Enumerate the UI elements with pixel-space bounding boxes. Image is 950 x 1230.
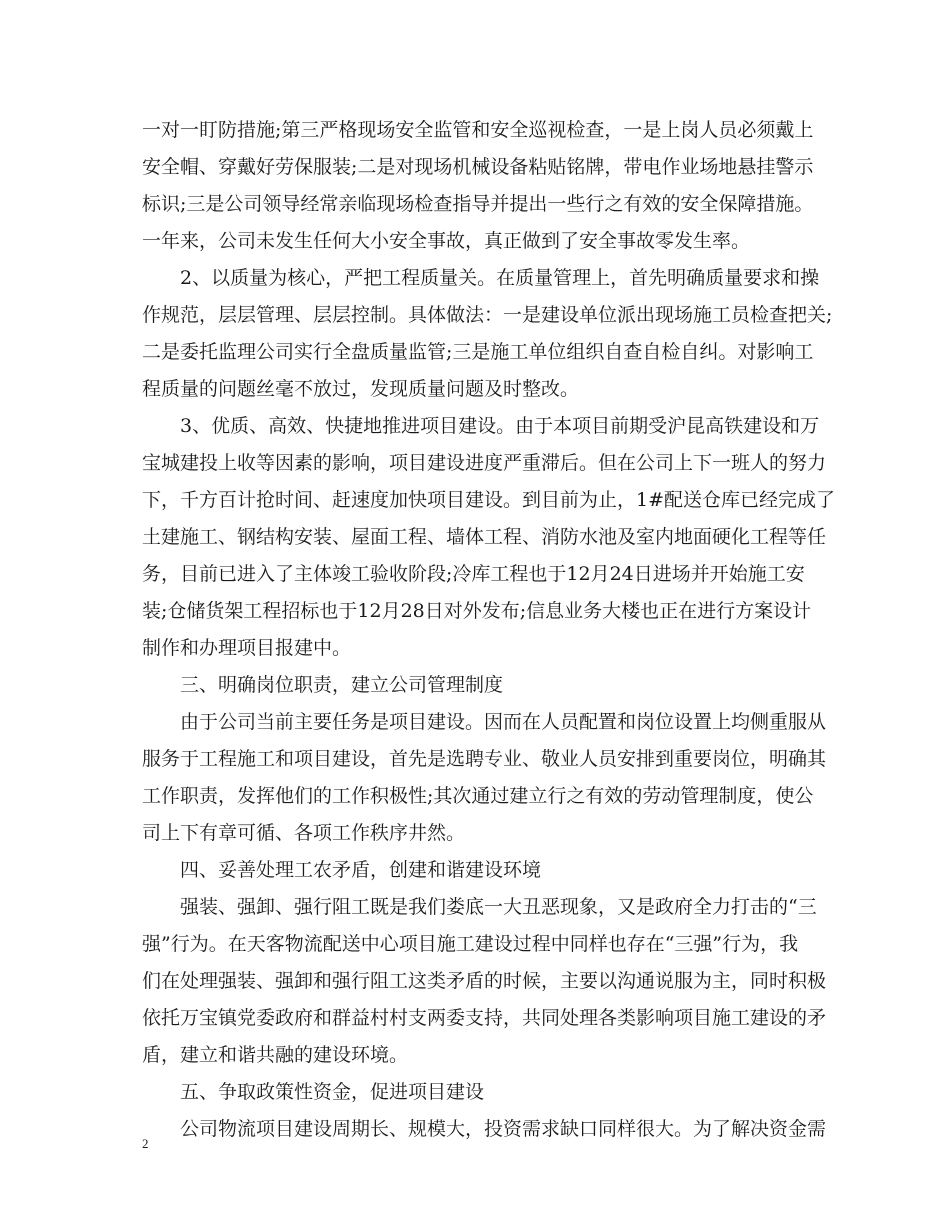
text-line: 程质量的问题丝毫不放过，发现质量问题及时整改。: [142, 378, 580, 400]
text-line: 依托万宝镇党委政府和群益村村支两委支持，共同处理各类影响项目施工建设的矛: [142, 1007, 827, 1029]
text-line: 下，千方百计抢时间、赶速度加快项目建设。到目前为止，1#配送仓库已经完成了: [142, 489, 836, 511]
text-line: 作规范，层层管理、层层控制。具体做法：一是建设单位派出现场施工员检查把关;: [142, 304, 833, 326]
page-number: 2: [142, 1136, 149, 1151]
text-line: 工作职责，发挥他们的工作积极性;其次通过建立行之有效的劳动管理制度，使公: [142, 785, 814, 807]
text-line: 二是委托监理公司实行全盘质量监管;三是施工单位组织自查自检自纠。对影响工: [142, 341, 814, 363]
text-line: 安全帽、穿戴好劳保服装;二是对现场机械设备粘贴铭牌，带电作业场地悬挂警示: [142, 156, 814, 178]
text-line: 土建施工、钢结构安装、屋面工程、墙体工程、消防水池及室内地面硬化工程等任: [142, 526, 827, 548]
text-line: 强”行为。在天客物流配送中心项目施工建设过程中同样也存在“三强”行为，我: [142, 933, 799, 955]
text-line: 标识;三是公司领导经常亲临现场检查指导并提出一些行之有效的安全保障措施。: [142, 193, 814, 215]
text-line: 一年来，公司未发生任何大小安全事故，真正做到了安全事故零发生率。: [142, 230, 751, 252]
paragraph-start-line: 2、以质量为核心，严把工程质量关。在质量管理上，首先明确质量要求和操: [180, 267, 820, 289]
text-line: 装;仓储货架工程招标也于12月28日对外发布;信息业务大楼也正在进行方案设计: [142, 600, 812, 622]
text-line: 司上下有章可循、各项工作秩序井然。: [142, 822, 466, 844]
section-heading: 五、争取政策性资金，促进项目建设: [180, 1081, 485, 1103]
text-line: 们在处理强装、强卸和强行阻工这类矛盾的时候，主要以沟通说服为主，同时积极: [142, 970, 827, 992]
text-line: 一对一盯防措施;第三严格现场安全监管和安全巡视检查，一是上岗人员必须戴上: [142, 119, 814, 141]
section-heading: 三、明确岗位职责，建立公司管理制度: [180, 674, 504, 696]
paragraph-start-line: 由于公司当前主要任务是项目建设。因而在人员配置和岗位设置上均侧重服从: [180, 711, 827, 733]
text-line: 服务于工程施工和项目建设，首先是选聘专业、敬业人员安排到重要岗位，明确其: [142, 748, 827, 770]
document-body: [142, 112, 836, 1148]
paragraph-start-line: 公司物流项目建设周期长、规模大，投资需求缺口同样很大。为了解决资金需: [180, 1118, 827, 1140]
text-line: 务，目前已进入了主体竣工验收阶段;冷库工程也于12月24日进场并开始施工安: [142, 563, 805, 585]
paragraph-start-line: 3、优质、高效、快捷地推进项目建设。由于本项目前期受沪昆高铁建设和万: [180, 415, 820, 437]
paragraph-start-line: 强装、强卸、强行阻工既是我们娄底一大丑恶现象，又是政府全力打击的“三: [180, 896, 817, 918]
section-heading: 四、妥善处理工农矛盾，创建和谐建设环境: [180, 859, 542, 881]
text-line: 制作和办理项目报建中。: [142, 637, 352, 659]
text-line: 盾，建立和谐共融的建设环境。: [142, 1044, 409, 1066]
text-line: 宝城建投上收等因素的影响，项目建设进度严重滞后。但在公司上下一班人的努力: [142, 452, 827, 474]
